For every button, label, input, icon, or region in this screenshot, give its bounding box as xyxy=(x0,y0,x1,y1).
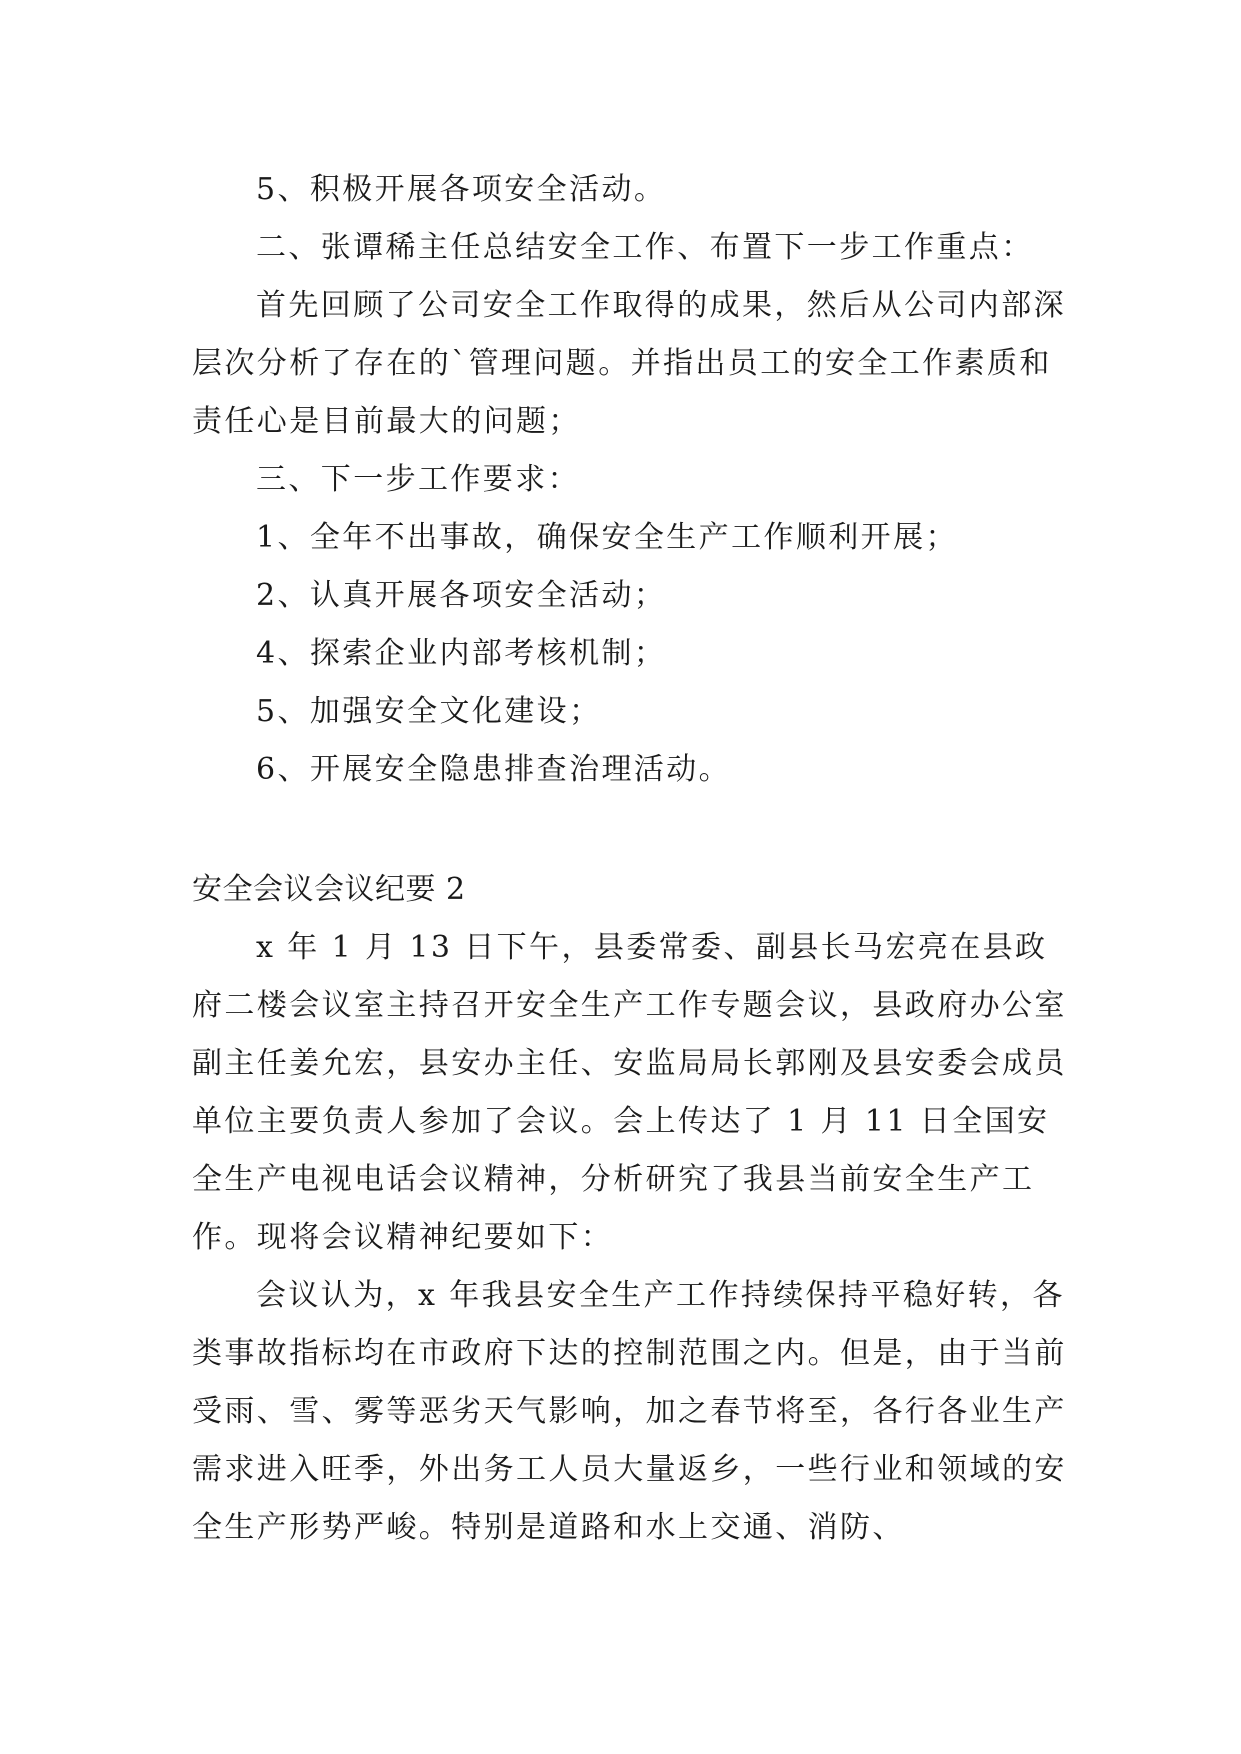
paragraph-heading-2: 二、张谭稀主任总结安全工作、布置下一步工作重点： xyxy=(256,230,1034,265)
meeting-intro-paragraph: x 年 1 月 13 日下午，县委常委、副县长马宏亮在县政府二楼会议室主持召开安全生产工作专题会议，县政府办公室副主任姜允宏，县安办主任、安监局局长郭刚及县安委会成员单位主要负责人参加了会议。会上传达了 1 月 11 日全国安全生产电视电话会议精神，分析研究了我县当前安全生产工作。现将会议精神纪要如下： xyxy=(192,930,1067,1255)
section-title: 安全会议会议纪要 2 xyxy=(192,872,466,907)
paragraph-heading-3: 三、下一步工作要求： xyxy=(256,462,580,497)
requirement-item-4: 4、探索企业内部考核机制； xyxy=(256,636,667,671)
document-body xyxy=(192,161,1072,1557)
paragraph-item-5: 5、积极开展各项安全活动。 xyxy=(256,172,667,207)
requirement-item-1: 1、全年不出事故，确保安全生产工作顺利开展； xyxy=(256,520,958,555)
requirement-item-6: 6、开展安全隐患排查治理活动。 xyxy=(256,752,732,787)
paragraph-summary: 首先回顾了公司安全工作取得的成果，然后从公司内部深层次分析了存在的`管理问题。并指出员工的安全工作素质和责任心是目前最大的问题； xyxy=(192,288,1066,439)
meeting-assessment-paragraph: 会议认为，x 年我县安全生产工作持续保持平稳好转，各类事故指标均在市政府下达的控制范围之内。但是，由于当前受雨、雪、雾等恶劣天气影响，加之春节将至，各行各业生产需求进入旺季，外出务工人员大量返乡，一些行业和领域的安全生产形势严峻。特别是道路和水上交通、消防、 xyxy=(192,1278,1067,1545)
requirement-item-2: 2、认真开展各项安全活动； xyxy=(256,578,667,613)
requirement-item-5: 5、加强安全文化建设； xyxy=(256,694,602,729)
